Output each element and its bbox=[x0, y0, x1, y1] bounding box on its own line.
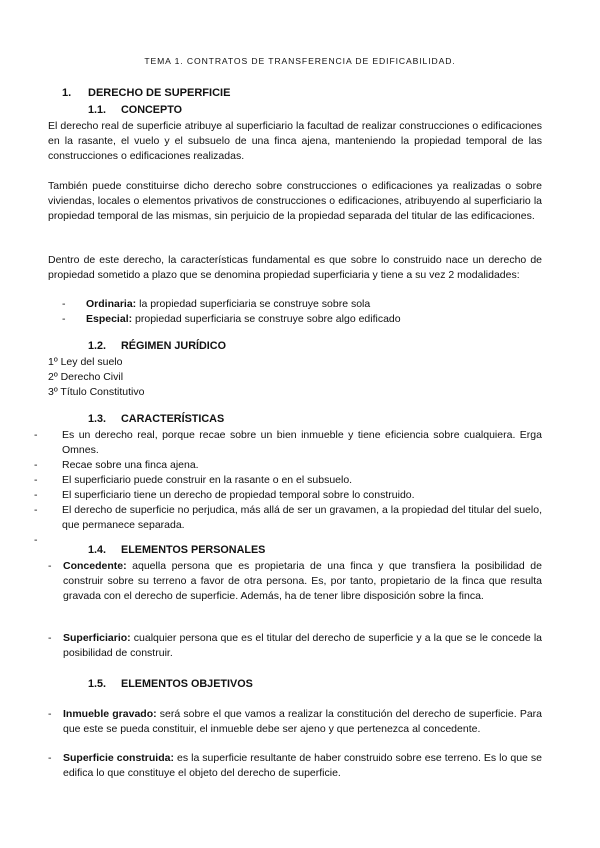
list-dash: - bbox=[34, 534, 38, 546]
elemento-text: será sobre el que vamos a realizar la constitución del derecho de superficie. Para que este se pueda constituir, el inmueble debe ser ajeno y que pertenezca al concedente. bbox=[63, 708, 542, 735]
subsection-number: 1.3. bbox=[88, 413, 107, 425]
subsection-title: ELEMENTOS OBJETIVOS bbox=[121, 678, 253, 690]
elemento-objetivo-superficie-construida bbox=[48, 751, 542, 781]
section-heading-derecho-superficie bbox=[62, 87, 230, 99]
subsection-heading-elementos-personales bbox=[88, 544, 265, 556]
subsection-title: ELEMENTOS PERSONALES bbox=[121, 544, 266, 556]
caracteristica-text: Recae sobre una finca ajena. bbox=[62, 459, 199, 471]
elemento-text: es la superficie resultante de haber construido sobre ese terreno. Es lo que se edifica lo que constituye el objeto del derecho de superficie. bbox=[63, 752, 543, 779]
subsection-heading-caracteristicas bbox=[88, 413, 224, 425]
list-dash: - bbox=[48, 560, 52, 572]
subsection-title: CONCEPTO bbox=[121, 104, 182, 116]
modalidad-item-ordinaria bbox=[62, 297, 370, 312]
caracteristica-item bbox=[34, 458, 542, 473]
list-dash: - bbox=[48, 752, 52, 764]
elemento-label: Superficie construida: bbox=[63, 752, 174, 764]
elemento-label: Superficiario: bbox=[63, 632, 131, 644]
list-dash: - bbox=[34, 504, 38, 516]
elemento-label: Concedente: bbox=[63, 560, 127, 572]
subsection-number: 1.2. bbox=[88, 340, 107, 352]
regimen-item: 2º Derecho Civil bbox=[48, 371, 124, 383]
regimen-item: 3º Título Constitutivo bbox=[48, 386, 145, 398]
caracteristica-item bbox=[34, 428, 542, 458]
section-number: 1. bbox=[62, 87, 72, 99]
list-dash: - bbox=[34, 459, 38, 471]
elemento-personal-superficiario bbox=[48, 631, 542, 661]
list-dash: - bbox=[34, 474, 38, 486]
modalidad-label: Especial: bbox=[86, 313, 133, 325]
elemento-objetivo-inmueble-gravado bbox=[48, 707, 542, 737]
list-dash: - bbox=[48, 632, 52, 644]
subsection-heading-regimen bbox=[88, 340, 226, 352]
list-dash: - bbox=[34, 489, 38, 501]
regimen-item: 1º Ley del suelo bbox=[48, 356, 123, 368]
elemento-personal-concedente bbox=[48, 559, 542, 604]
concepto-paragraph-1: El derecho real de superficie atribuye al superficiario la facultad de realizar construcciones o edificaciones en la rasante, el vuelo y el subsuelo de una finca ajena, manteniendo la propiedad temporal de las construcciones o edificaciones realizadas. bbox=[48, 120, 542, 162]
list-dash: - bbox=[48, 708, 52, 720]
subsection-heading-concepto bbox=[88, 104, 182, 116]
modalidad-item-especial bbox=[62, 312, 401, 327]
concepto-paragraph-3: Dentro de este derecho, la características fundamental es que sobre lo construido nace un derecho de propiedad sometido a plazo que se denomina propiedad superficiaria y tiene a su vez 2 modalidades: bbox=[48, 254, 542, 281]
caracteristica-text: El superficiario tiene un derecho de propiedad temporal sobre lo construido. bbox=[62, 489, 415, 501]
section-title: DERECHO DE SUPERFICIE bbox=[88, 87, 231, 99]
concepto-paragraph-2: También puede constituirse dicho derecho sobre construcciones o edificaciones ya realizadas o sobre viviendas, locales o elementos privativos de construcciones o edificaciones, atribuyendo al superficiario la propiedad temporal de las mismas, sin perjuicio de la propiedad separada del titular de las edificaciones. bbox=[48, 180, 542, 222]
modalidad-text: la propiedad superficiaria se construye sobre sola bbox=[136, 298, 371, 310]
list-dash: - bbox=[34, 429, 38, 441]
modalidad-label: Ordinaria: bbox=[86, 298, 137, 310]
subsection-number: 1.5. bbox=[88, 678, 107, 690]
caracteristica-text: Es un derecho real, porque recae sobre un bien inmueble y tiene eficiencia sobre cualquiera. Erga Omnes. bbox=[62, 429, 542, 456]
caracteristica-item bbox=[34, 503, 542, 533]
subsection-number: 1.1. bbox=[88, 104, 107, 116]
document-header: TEMA 1. CONTRATOS DE TRANSFERENCIA DE EDIFICABILIDAD. bbox=[144, 56, 456, 66]
list-dash: - bbox=[62, 298, 66, 310]
caracteristica-text: El superficiario puede construir en la rasante o en el subsuelo. bbox=[62, 474, 353, 486]
list-dash: - bbox=[62, 313, 66, 325]
subsection-number: 1.4. bbox=[88, 544, 107, 556]
subsection-heading-elementos-objetivos bbox=[88, 678, 253, 690]
elemento-text: aquella persona que es propietaria de una finca y que transfiera la posibilidad de construir sobre su terreno a favor de otra persona. Es, por tanto, propietario de la finca que resulta gravada con el derecho de superficie. Además, ha de tener libre disposición sobre la finca. bbox=[63, 560, 542, 602]
subsection-title: RÉGIMEN JURÍDICO bbox=[121, 340, 226, 352]
caracteristica-item bbox=[34, 473, 542, 488]
modalidad-text: propiedad superficiaria se construye sobre algo edificado bbox=[132, 313, 401, 325]
caracteristica-text: El derecho de superficie no perjudica, más allá de ser un gravamen, a la propiedad del titular del suelo, que permanece separada. bbox=[62, 504, 542, 531]
caracteristica-item bbox=[34, 488, 542, 503]
subsection-title: CARACTERÍSTICAS bbox=[121, 413, 225, 425]
elemento-label: Inmueble gravado: bbox=[63, 708, 157, 720]
elemento-text: cualquier persona que es el titular del derecho de superficie y a la que se le concede la posibilidad de construir. bbox=[63, 632, 542, 659]
